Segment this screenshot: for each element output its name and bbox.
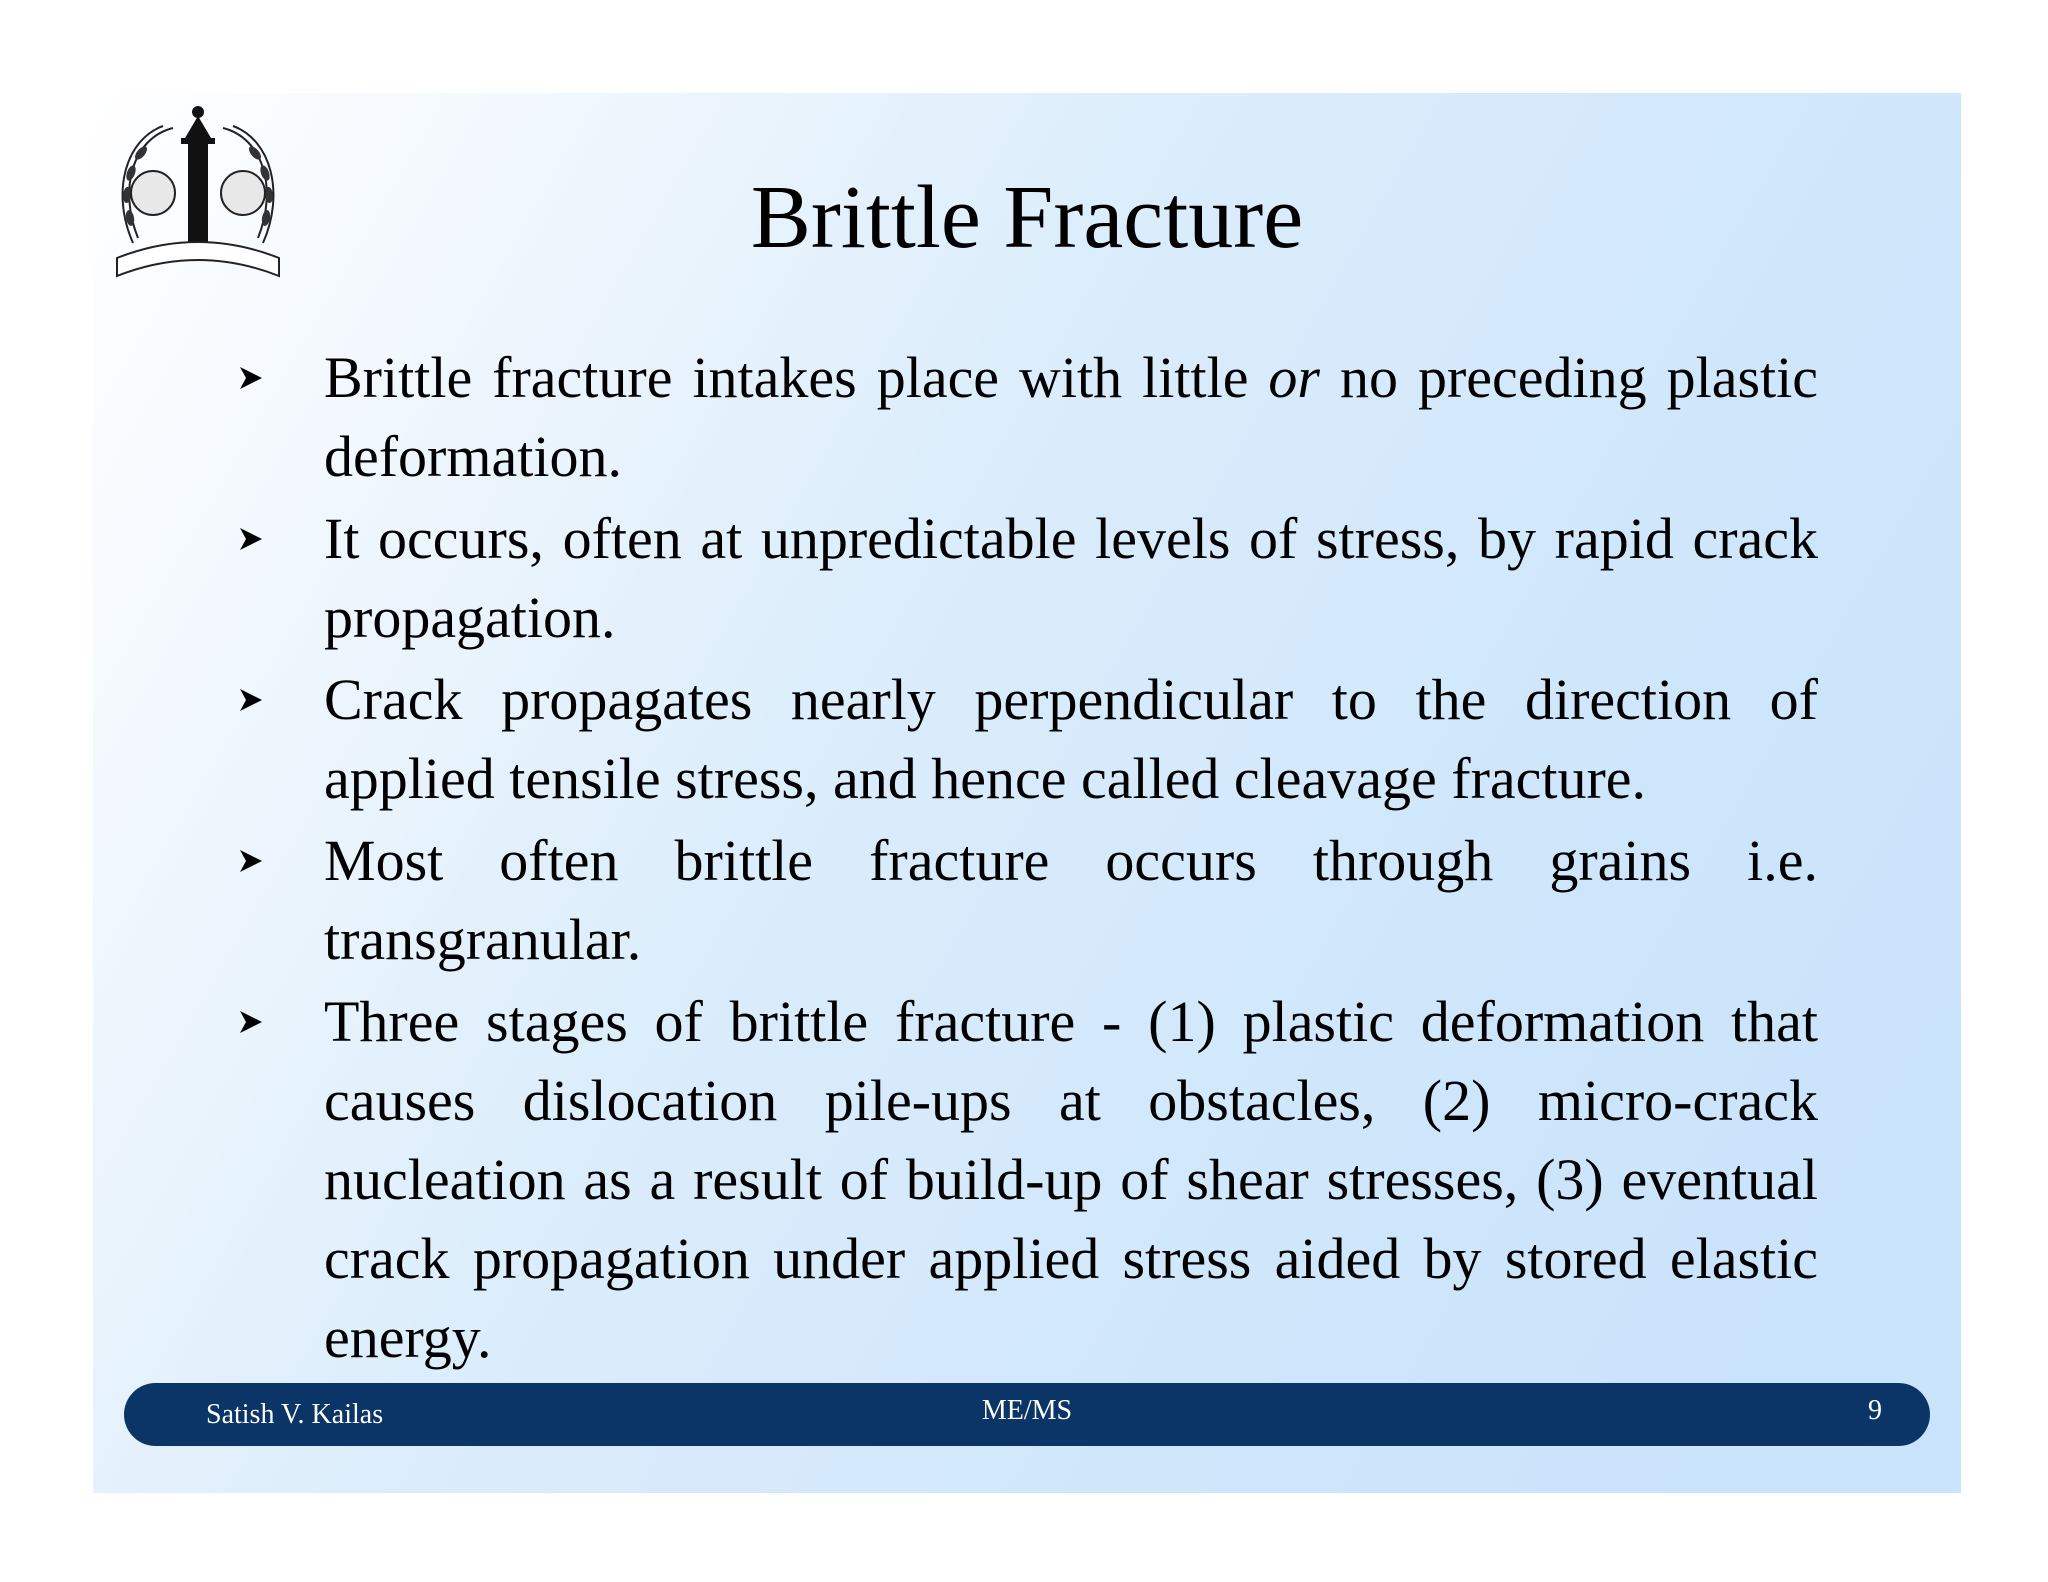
page-number: 9 bbox=[1868, 1395, 1882, 1426]
slide-title: Brittle Fracture bbox=[750, 168, 1304, 267]
arrowhead-bullet-icon bbox=[238, 821, 298, 900]
slide bbox=[93, 93, 1961, 1493]
bullet-text: Most often brittle fracture occurs through grains i.e. transgranular. bbox=[324, 828, 1818, 972]
bullet-italic-text: or bbox=[1268, 345, 1320, 410]
bullet-item bbox=[238, 821, 1818, 979]
footer-course: ME/MS bbox=[981, 1395, 1073, 1426]
arrowhead-bullet-icon bbox=[238, 338, 298, 417]
bullet-text: It occurs, often at unpredictable levels of stress, by rapid crack propagation. bbox=[324, 506, 1818, 650]
arrowhead-bullet-icon bbox=[238, 660, 298, 739]
bullet-item bbox=[238, 660, 1818, 818]
footer-author: Satish V. Kailas bbox=[206, 1399, 384, 1430]
bullet-text: Brittle fracture intakes place with little bbox=[324, 345, 1269, 410]
bullet-text: Crack propagates nearly perpendicular to the direction of applied tensile stress, and hence called cleavage fracture. bbox=[324, 667, 1818, 811]
bullet-item bbox=[238, 982, 1818, 1377]
footer-bar bbox=[124, 1383, 1930, 1446]
bullet-text-continued: no preceding plastic deformation. bbox=[324, 345, 1818, 489]
bullet-item bbox=[238, 499, 1818, 657]
arrowhead-bullet-icon bbox=[238, 499, 298, 578]
bullet-item bbox=[238, 338, 1818, 496]
bullet-text: Three stages of brittle fracture - (1) plastic deformation that causes dislocation pile-ups at obstacles, (2) micro-crack nucleation as a result of build-up of shear stresses, (3) eventual crack propagation under applied stress aided by stored elastic energy. bbox=[324, 989, 1818, 1370]
bullet-list bbox=[238, 338, 1818, 1380]
arrowhead-bullet-icon bbox=[238, 982, 298, 1061]
